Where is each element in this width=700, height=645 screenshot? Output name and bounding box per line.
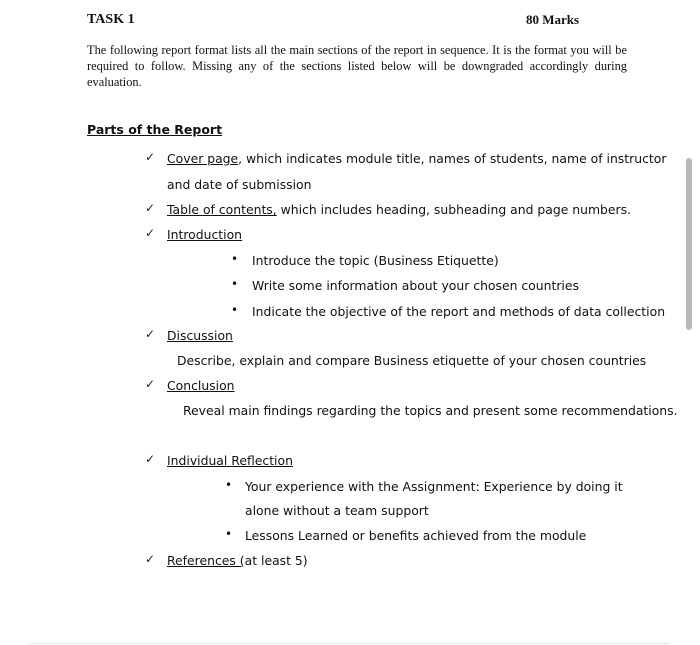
reflection-bullet: Lessons Learned or benefits achieved from the module (245, 528, 587, 543)
item-references (167, 553, 308, 568)
intro-paragraph (87, 42, 627, 90)
bullet-icon: • (225, 527, 233, 541)
check-icon: ✓ (145, 201, 156, 215)
parts-heading: Parts of the Report (87, 122, 223, 137)
intro-text: The following report format lists all the main sections of the report in sequence. It is the format you will be required to follow. Missing any of the sections listed below will be downgraded accordingly during evaluation. (87, 43, 627, 89)
item-title: Individual Reflection (167, 453, 293, 468)
page-bottom-divider (30, 643, 670, 644)
item-conclusion (167, 378, 235, 393)
conclusion-description: Reveal main findings regarding the topics and present some recommendations. (183, 403, 678, 418)
item-text: which includes heading, subheading and page numbers. (276, 202, 632, 217)
item-title: References ( (167, 553, 245, 568)
check-icon: ✓ (145, 377, 156, 391)
check-icon: ✓ (145, 226, 156, 240)
introduction-bullet: Introduce the topic (Business Etiquette) (252, 253, 499, 268)
item-text: at least 5) (244, 553, 308, 568)
introduction-bullet: Write some information about your chosen countries (252, 278, 579, 293)
reflection-bullet: Your experience with the Assignment: Experience by doing it (245, 479, 623, 494)
check-icon: ✓ (145, 552, 156, 566)
item-discussion (167, 328, 233, 343)
bullet-icon: • (231, 303, 239, 317)
item-title: Introduction (167, 227, 243, 242)
item-introduction (167, 227, 242, 242)
bullet-icon: • (225, 478, 233, 492)
item-title: Discussion (167, 328, 233, 343)
reflection-bullet-continued: alone without a team support (245, 503, 429, 518)
item-title: Conclusion (167, 378, 235, 393)
item-title: Table of contents, (167, 202, 277, 217)
item-individual-reflection (167, 453, 293, 468)
check-icon: ✓ (145, 327, 156, 341)
bullet-icon: • (231, 277, 239, 291)
check-icon: ✓ (145, 150, 156, 164)
discussion-description: Describe, explain and compare Business etiquette of your chosen countries (177, 353, 647, 368)
item-table-of-contents (167, 202, 631, 217)
marks-label: 80 Marks (526, 12, 580, 27)
task-title: TASK 1 (87, 12, 135, 27)
item-cover-page-continued: and date of submission (167, 177, 312, 192)
item-text: , which indicates module title, names of students, name of instructor (238, 151, 667, 166)
item-cover-page (167, 151, 666, 166)
introduction-bullet: Indicate the objective of the report and methods of data collection (252, 304, 666, 319)
bullet-icon: • (231, 252, 239, 266)
vertical-scrollbar[interactable] (686, 158, 692, 330)
item-title: Cover page (167, 151, 239, 166)
check-icon: ✓ (145, 452, 156, 466)
